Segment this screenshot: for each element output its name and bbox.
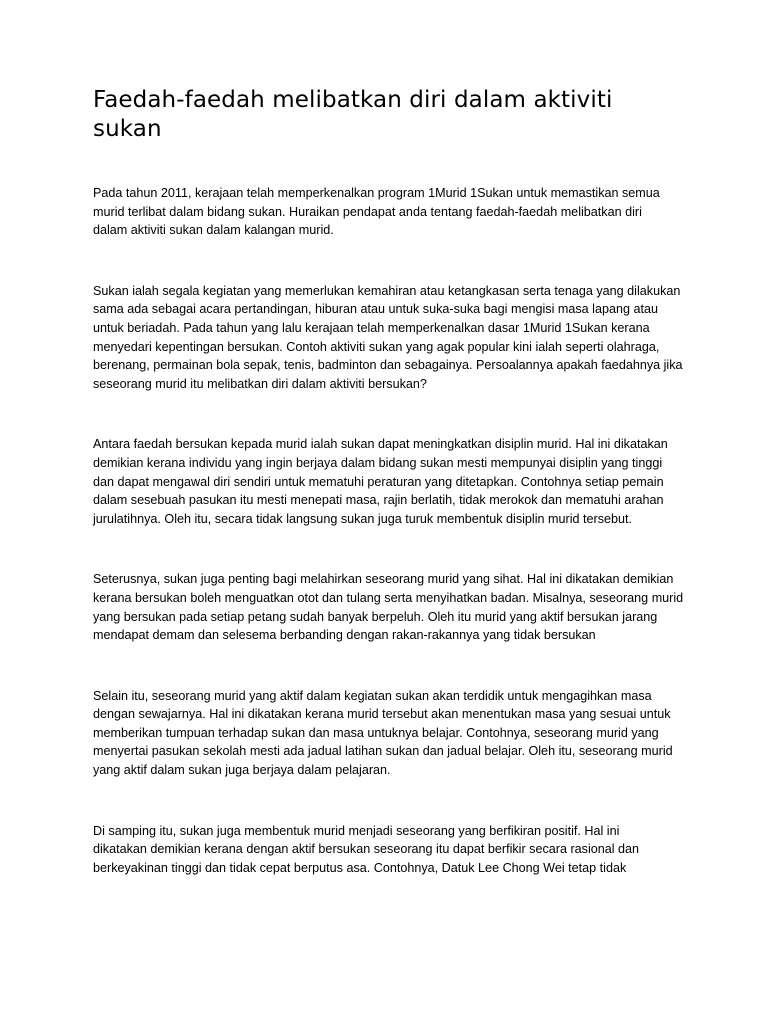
paragraph-time-management: Selain itu, seseorang murid yang aktif dalam kegiatan sukan akan terdidik untuk mengagihkan masa dengan sewajarnya. Hal ini dikatakan kerana murid tersebut akan menentukan masa yang sesuai untuk memberikan tumpuan terhadap sukan dan masa untuknya belajar. Contohnya, seseorang murid yang menyertai pasukan sekolah mesti ada jadual latihan sukan dan jadual belajar. Oleh itu, seseorang murid yang aktif dalam sukan juga berjaya dalam pelajaran. bbox=[93, 688, 673, 778]
document-title: Faedah-faedah melibatkan diri dalam aktiviti sukan bbox=[93, 87, 613, 142]
paragraph-health: Seterusnya, sukan juga penting bagi melahirkan seseorang murid yang sihat. Hal ini dikatakan demikian kerana bersukan boleh menguatkan otot dan tulang serta menyihatkan badan. Misalnya, seseorang murid yang bersukan pada setiap petang sudah banyak berpeluh. Oleh itu murid yang aktif bersukan jarang mendapat demam dan selesema berbanding dengan rakan-rakannya yang tidak bersukan bbox=[93, 572, 684, 643]
paragraph-introduction: Sukan ialah segala kegiatan yang memerlukan kemahiran atau ketangkasan serta tenaga yang dilakukan sama ada sebagai acara pertandingan, hiburan atau untuk suka-suka bagi mengisi masa lapang atau untuk beriadah. Pada tahun yang lalu kerajaan telah memperkenalkan dasar 1Murid 1Sukan kerana menyedari kepentingan bersukan. Contoh aktiviti sukan yang agak popular kini ialah seperti olahraga, berenang, permainan bola sepak, tenis, badminton dan sebagainya. Persoalannya apakah faedahnya jika seseorang murid itu melibatkan diri dalam aktiviti bersukan? bbox=[93, 283, 683, 391]
paragraph-positive-thinking: Di samping itu, sukan juga membentuk murid menjadi seseorang yang berfikiran positif. Hal ini dikatakan demikian kerana dengan aktif bersukan seseorang itu dapat berfikir secara rasional dan berkeyakinan tinggi dan tidak cepat berputus asa. Contohnya, Datuk Lee Chong Wei tetap tidak bbox=[93, 823, 640, 875]
paragraph-discipline: Antara faedah bersukan kepada murid ialah sukan dapat meningkatkan disiplin murid. Hal ini dikatakan demikian kerana individu yang ingin berjaya dalam bidang sukan mesti mempunyai disiplin yang tinggi dan dapat mengawal diri sendiri untuk mematuhi peraturan yang ditetapkan. Contohnya setiap pemain dalam sesebuah pasukan itu mesti menepati masa, rajin berlatih, tidak merokok dan mematuhi arahan jurulatihnya. Oleh itu, secara tidak langsung sukan juga turuk membentuk disiplin murid tersebut. bbox=[93, 437, 668, 526]
paragraph-question-prompt: Pada tahun 2011, kerajaan telah memperkenalkan program 1Murid 1Sukan untuk memastikan semua murid terlibat dalam bidang sukan. Huraikan pendapat anda tentang faedah-faedah melibatkan diri dalam aktiviti sukan dalam kalangan murid. bbox=[93, 186, 660, 238]
